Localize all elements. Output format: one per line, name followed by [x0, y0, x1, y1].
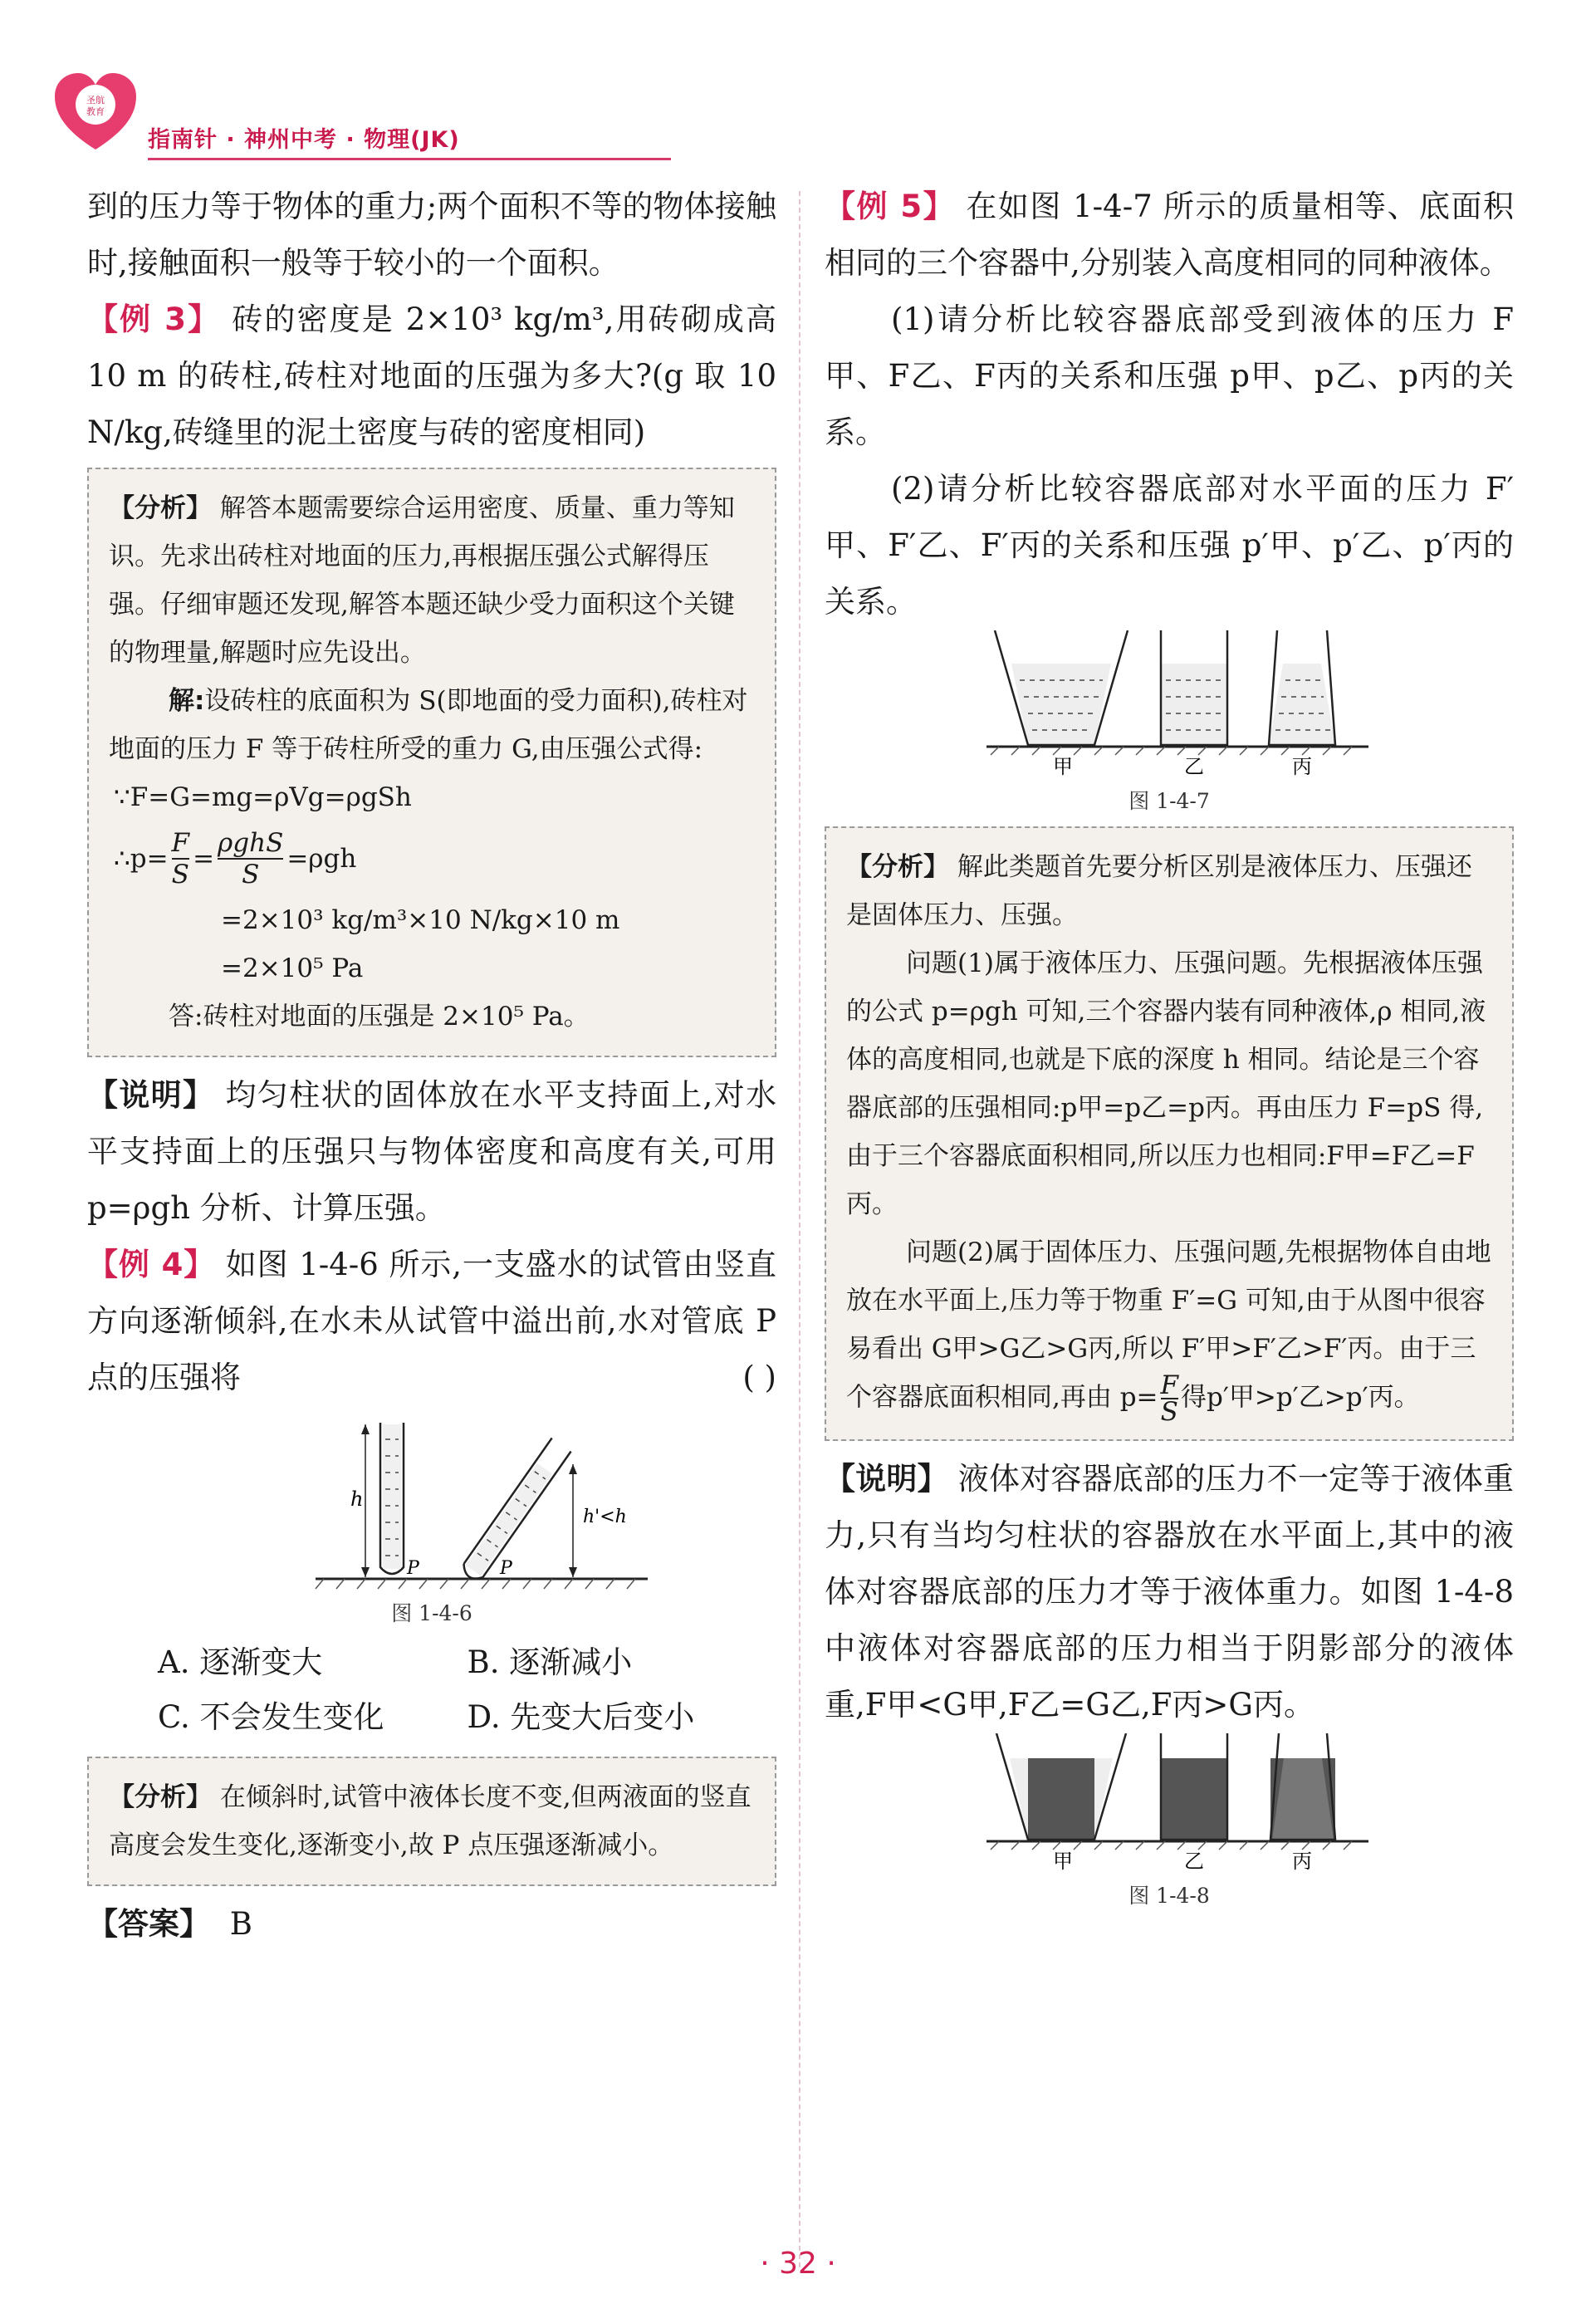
choice-options	[87, 1635, 776, 1745]
analysis-label: 【分析】	[109, 1782, 212, 1812]
label-h: h	[350, 1487, 364, 1511]
answer-value: B	[229, 1906, 252, 1942]
question-2: (2)请分析比较容器底部对水平面的压力 F′甲、F′乙、F′丙的关系和压强 p′甲、p′乙、p′丙的关系。	[825, 471, 1514, 620]
answer-label: 【答案】	[87, 1906, 210, 1942]
option-c[interactable]: C. 不会发生变化	[158, 1699, 384, 1735]
equation-2: ∴p= F S = ρghS S =ρgh	[114, 828, 357, 890]
label-h-prime: h'<h	[583, 1507, 627, 1527]
solution-label: 解:	[169, 686, 205, 716]
fraction-f-over-s: F S	[171, 828, 190, 890]
analysis-label: 【分析】	[846, 852, 949, 882]
analysis-text: 在倾斜时,试管中液体长度不变,但两液面的竖直高度会发生变化,逐渐变小,故 P 点压强逐渐减小。	[109, 1782, 751, 1860]
label-p1: P	[407, 1558, 419, 1579]
solution-text: 设砖柱的底面积为 S(即地面的受力面积),砖柱对地面的压力 F 等于砖柱所受的重力 G,由压强公式得:	[109, 686, 748, 764]
intro-text: 到的压力等于物体的重力;两个面积不等的物体接触时,接触面积一般等于较小的一个面积。	[87, 189, 776, 281]
equation-3: =2×10³ kg/m³×10 N/kg×10 m	[221, 905, 620, 935]
analysis-p2: 问题(1)属于液体压力、压强问题。先根据液体压强的公式 p=ρgh 可知,三个容器内装有同种液体,ρ 相同,液体的高度相同,也就是下底的深度 h 相同。结论是三个容器底部的压强相同:p甲=p乙=p丙。再由压力 F=pS 得,由于三个容器底面积相同,所以压力也相同:F甲=F乙=F丙。	[846, 948, 1486, 1219]
example-4	[87, 1237, 776, 1406]
left-column	[87, 179, 776, 1953]
figure-1-4-7-caption: 图 1-4-7	[1128, 789, 1210, 813]
option-a[interactable]: A. 逐渐变大	[158, 1644, 323, 1680]
page-header	[50, 66, 631, 166]
example-5	[825, 179, 1514, 292]
example-4-answer	[87, 1896, 776, 1953]
example-4-label: 【例 4】	[87, 1247, 216, 1282]
right-column	[825, 179, 1514, 1913]
figure-1-4-6	[199, 1406, 664, 1597]
question-1: (1)请分析比较容器底部受到液体的压力 F甲、F乙、F丙的关系和压强 p甲、p乙、p丙的关系。	[825, 301, 1514, 450]
page-number: · 32 ·	[760, 2247, 836, 2281]
example-3-note	[87, 1067, 776, 1237]
column-divider	[799, 191, 800, 2267]
analysis-p3: 问题(2)属于固体压力、压强问题,先根据物体自由地放在水平面上,压力等于物重 F′=G 可知,由于从图中很容易看出 G甲>G乙>G丙,所以 F′甲>F′乙>F′丙。由于三个容器底面积相同,再由 p= $\frac{F}{S}$ 得p′甲>p′乙>p′丙。	[846, 1237, 1491, 1427]
example-4-text: 如图 1-4-6 所示,一支盛水的试管由竖直方向逐渐倾斜,在水未从试管中溢出前,水对管底 P 点的压强将	[87, 1247, 776, 1395]
example-5-text: 在如图 1-4-7 所示的质量相等、底面积相同的三个容器中,分别装入高度相同的同种液体。	[825, 189, 1514, 281]
equation-4: =2×10⁵ Pa	[221, 953, 364, 983]
note-text: 液体对容器底部的压力不一定等于液体重力,只有当均匀柱状的容器放在水平面上,其中的液体对容器底部的压力才等于液体重力。如图 1-4-8 中液体对容器底部的压力相当于阴影部分的液体重,F甲<G甲,F乙=G乙,F丙>G丙。	[825, 1461, 1515, 1723]
example-4-analysis-box	[87, 1757, 776, 1886]
note-label: 【说明】	[825, 1461, 948, 1497]
example-5-label: 【例 5】	[825, 189, 956, 224]
note-label: 【说明】	[87, 1077, 215, 1113]
header-divider	[148, 158, 671, 160]
book-title: 指南针 · 神州中考 · 物理(JK)	[148, 127, 460, 153]
svg-text:教育: 教育	[86, 106, 105, 117]
figure-1-4-7	[953, 630, 1385, 780]
example-3-text: 砖的密度是 2×10³ kg/m³,用砖砌成高 10 m 的砖柱,砖柱对地面的压强为多大?(g 取 10 N/kg,砖缝里的泥土密度与砖的密度相同)	[87, 301, 776, 450]
analysis-label: 【分析】	[109, 493, 212, 523]
equation-1: ∵F=G=mg=ρVg=ρgSh	[114, 782, 412, 812]
option-d[interactable]: D. 先变大后变小	[467, 1699, 695, 1735]
label-bing: 丙	[1292, 755, 1312, 778]
example-3	[87, 292, 776, 461]
example-5-analysis-box	[825, 826, 1514, 1441]
figure-1-4-8	[953, 1733, 1385, 1875]
label-jia: 甲	[1053, 755, 1073, 778]
fraction-f-over-s: $\frac{F}{S}$	[1160, 1370, 1179, 1427]
label-bing: 丙	[1292, 1850, 1312, 1873]
example-3-analysis-box	[87, 468, 776, 1057]
example-3-label: 【例 3】	[87, 301, 221, 337]
answer-blank: ( )	[742, 1360, 776, 1395]
note-text: 均匀柱状的固体放在水平支持面上,对水平支持面上的压强只与物体密度和高度有关,可用 p=ρgh 分析、计算压强。	[87, 1077, 777, 1226]
label-jia: 甲	[1053, 1850, 1073, 1873]
figure-1-4-8-caption: 图 1-4-8	[1128, 1884, 1210, 1908]
publisher-logo	[50, 66, 141, 158]
figure-1-4-6-caption: 图 1-4-6	[391, 1601, 472, 1625]
label-yi: 乙	[1184, 1850, 1204, 1873]
analysis-p1: 解此类题首先要分析区别是液体压力、压强还是固体压力、压强。	[846, 852, 1472, 930]
fraction-rhoghs-over-s: ρghS S	[218, 828, 284, 890]
label-yi: 乙	[1184, 755, 1204, 778]
logo-text: 圣航	[86, 95, 105, 105]
label-p2: P	[500, 1558, 512, 1579]
option-b[interactable]: B. 逐渐减小	[467, 1644, 633, 1680]
example-5-note	[825, 1451, 1514, 1733]
analysis-text: 解答本题需要综合运用密度、质量、重力等知识。先求出砖柱对地面的压力,再根据压强公式解得压强。仔细审题还发现,解答本题还缺少受力面积这个关键的物理量,解题时应先设出。	[109, 493, 735, 668]
example-3-answer: 答:砖柱对地面的压强是 2×10⁵ Pa。	[169, 1002, 590, 1032]
